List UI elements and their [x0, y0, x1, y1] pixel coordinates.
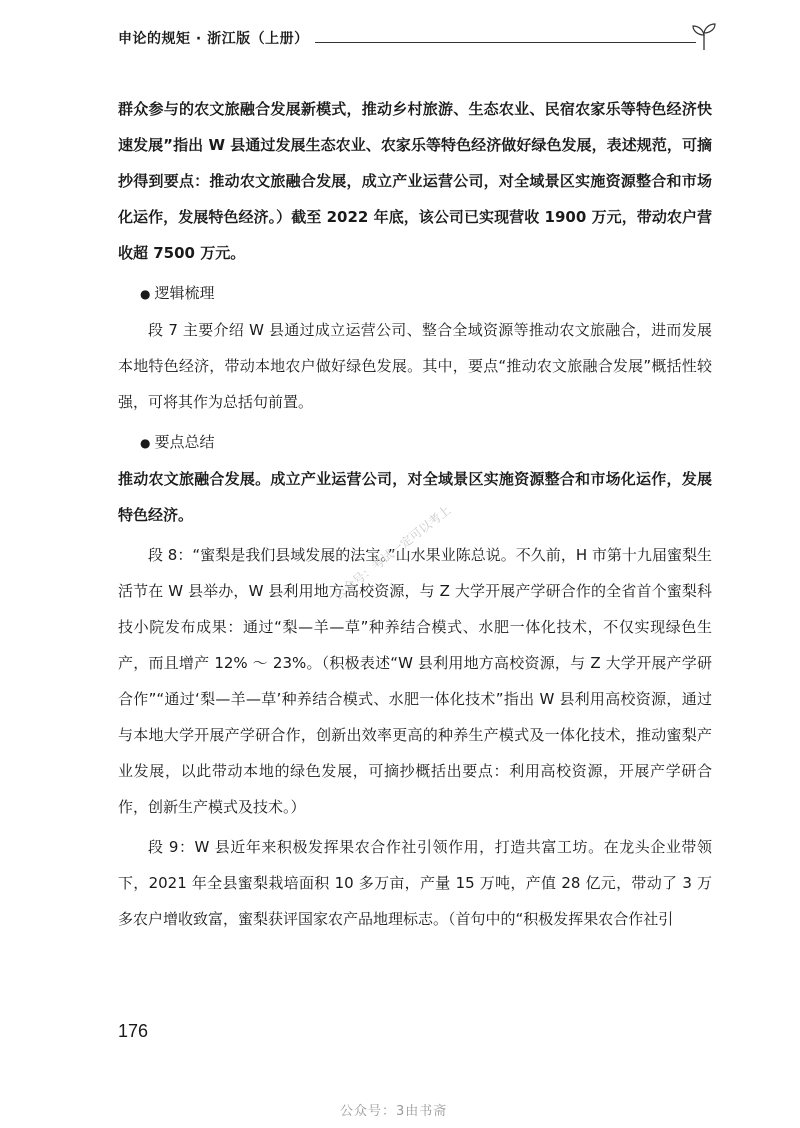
book-title: 申论的规矩 · 浙江版（上册） [118, 28, 315, 48]
watermark-text: 公众号：考试一定可以考上 [331, 502, 454, 603]
bullet-icon: ● [140, 287, 151, 301]
running-header [118, 22, 718, 52]
page-number: 176 [118, 1021, 149, 1041]
paragraph-section-9: 段 9：W 县近年来积极发挥果农合作社引领作用，打造共富工坊。在龙头企业带领下，2021 年全县蜜梨栽培面积 10 多万亩，产量 15 万吨，产值 28 亿元，带动了 3 万多农户增收致富，蜜梨获评国家农产品地理标志。（首句中的“积极发挥果农合作社引 [118, 838, 712, 928]
page-body [118, 91, 712, 937]
paragraph-section-8: 段 8：“蜜梨是我们县域发展的法宝。”山水果业陈总说。不久前，H 市第十九届蜜梨生活节在 W 县举办，W 县利用地方高校资源，与 Z 大学开展产学研合作的全省首个蜜梨科技小院发布成果：通过“梨—羊—草”种养结合模式、水肥一体化技术，不仅实现绿色生产，而且增产 12% ～ 23%。（积极表述“W 县利用地方高校资源，与 Z 大学开展产学研合作”“通过‘梨—羊—草’种养结合模式、水肥一体化技术”指出 W 县利用高校资源，通过与本地大学开展产学研合作，创新出效率更高的种养生产模式及一体化技术，推动蜜梨产业发展，以此带动本地的绿色发展，可摘抄概括出要点：利用高校资源，开展产学研合作，创新生产模式及技术。） [118, 546, 712, 816]
sprout-icon [690, 22, 718, 52]
section-heading-logic: ● 逻辑梳理 [140, 284, 215, 302]
paragraph-continuation: 群众参与的农文旅融合发展新模式，推动乡村旅游、生态农业、民宿农家乐等特色经济快速发展”指出 W 县通过发展生态农业、农家乐等特色经济做好绿色发展，表述规范，可摘抄得到要点：推动农文旅融合发展，成立产业运营公司，对全域景区实施资源整合和市场化运作，发展特色经济。）截至 2022 年底，该公司已实现营收 1900 万元，带动农户营收超 7500 万元。 [118, 100, 712, 262]
paragraph-logic: 段 7 主要介绍 W 县通过成立运营公司、整合全域资源等推动农文旅融合，进而发展本地特色经济，带动本地农户做好绿色发展。其中，要点“推动农文旅融合发展”概括性较强，可将其作为总括句前置。 [118, 321, 712, 411]
paragraph-summary: 推动农文旅融合发展。成立产业运营公司，对全域景区实施资源整合和市场化运作，发展特色经济。 [118, 470, 712, 524]
bullet-icon: ● [140, 436, 151, 450]
section-heading-summary: ● 要点总结 [140, 433, 215, 451]
footer-stamp: 公众号：3由书斋 [340, 1104, 448, 1119]
